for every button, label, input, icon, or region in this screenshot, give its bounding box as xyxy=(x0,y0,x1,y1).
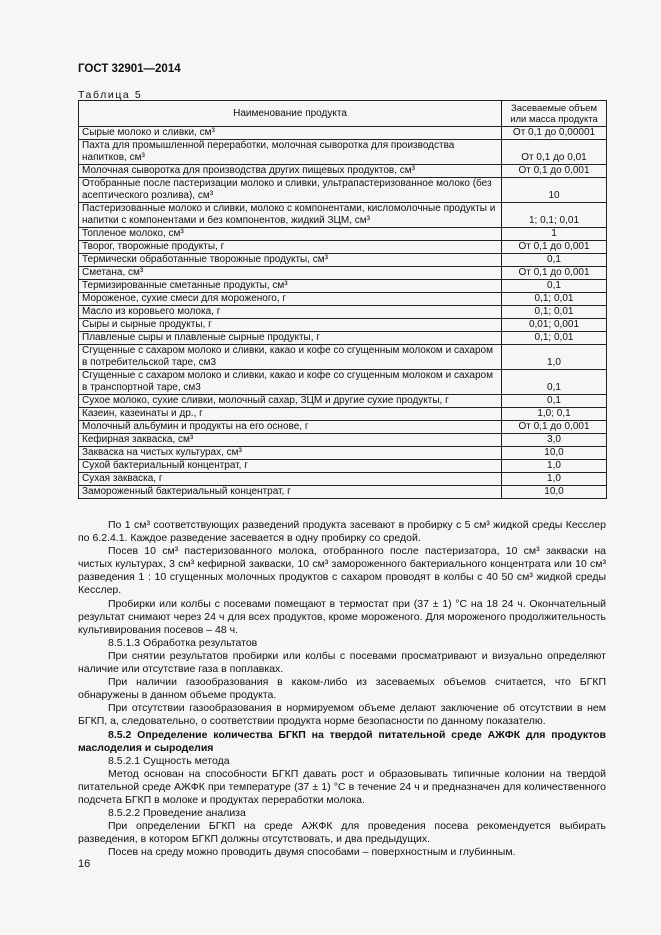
table-row xyxy=(79,267,607,280)
product-name-cell: Топленое молоко, см³ xyxy=(79,228,502,241)
product-volume-cell: От 0,1 до 0,001 xyxy=(502,165,607,178)
product-volume-cell: 0,1 xyxy=(502,395,607,408)
product-name-cell: Сырые молоко и сливки, см³ xyxy=(79,127,502,140)
product-volume-cell: 1,0 xyxy=(502,345,607,370)
product-name-cell: Сметана, см³ xyxy=(79,267,502,280)
column-header-volume: Засеваемые объем или масса продукта xyxy=(502,101,607,127)
table-row xyxy=(79,421,607,434)
product-volume-cell: 3,0 xyxy=(502,434,607,447)
paragraph: 8.5.1.3 Обработка результатов xyxy=(108,636,258,649)
paragraph: Посев на среду можно проводить двумя способами – поверхностным и глубинным. xyxy=(108,846,516,859)
product-volume-cell: От 0,1 до 0,01 xyxy=(502,140,607,165)
table-row xyxy=(79,306,607,319)
table-row xyxy=(79,447,607,460)
product-name-cell: Сгущенные с сахаром молоко и сливки, какао и кофе со сгущенным молоком и сахаром в потребительской таре, см3 xyxy=(79,345,502,370)
table-row xyxy=(79,228,607,241)
table-row xyxy=(79,241,607,254)
product-volume-cell: 10,0 xyxy=(502,486,607,499)
product-volume-cell: От 0,1 до 0,001 xyxy=(502,267,607,280)
table-row xyxy=(79,203,607,228)
product-name-cell: Сгущенные с сахаром молоко и сливки, какао и кофе со сгущенным молоком и сахаром в транспортной таре, см3 xyxy=(79,370,502,395)
paragraph: 8.5.2.1 Сущность метода xyxy=(108,754,230,767)
product-name-cell: Казеин, казеинаты и др., г xyxy=(79,408,502,421)
table-row xyxy=(79,345,607,370)
table-row xyxy=(79,165,607,178)
product-volume-cell: 0,1 xyxy=(502,370,607,395)
product-volume-cell: 0,1; 0,01 xyxy=(502,306,607,319)
product-name-cell: Плавленые сыры и плавленые сырные продукты, г xyxy=(79,332,502,345)
table-row xyxy=(79,434,607,447)
product-name-cell: Термизированные сметанные продукты, см³ xyxy=(79,280,502,293)
table-row xyxy=(79,332,607,345)
product-volume-cell: 1,0 xyxy=(502,460,607,473)
product-volume-cell: От 0,1 до 0,00001 xyxy=(502,127,607,140)
product-name-cell: Сухая закваска, г xyxy=(79,473,502,486)
product-volume-cell: 10,0 xyxy=(502,447,607,460)
table-row xyxy=(79,486,607,499)
product-volume-cell: 0,01; 0,001 xyxy=(502,319,607,332)
product-name-cell: Масло из коровьего молока, г xyxy=(79,306,502,319)
product-volume-cell: От 0,1 до 0,001 xyxy=(502,421,607,434)
product-name-cell: Сухое молоко, сухие сливки, молочный сахар, ЗЦМ и другие сухие продукты, г xyxy=(79,395,502,408)
product-name-cell: Молочный альбумин и продукты на его основе, г xyxy=(79,421,502,434)
product-volume-cell: 1; 0,1; 0,01 xyxy=(502,203,607,228)
product-volume-cell: 10 xyxy=(502,178,607,203)
table-row xyxy=(79,127,607,140)
table-row xyxy=(79,254,607,267)
table-row xyxy=(79,408,607,421)
body-text xyxy=(78,519,606,859)
product-name-cell: Закваска на чистых культурах, см³ xyxy=(79,447,502,460)
product-name-cell: Пастеризованные молоко и сливки, молоко с компонентами, кисломолочные продукты и напитки с компонентами и без компонентов, жидкий ЗЦМ, см³ xyxy=(79,203,502,228)
paragraph: По 1 см³ соответствующих разведений продукта засевают в пробирку с 5 см³ жидкой среды Кесслер по 6.2.4.1. Каждое разведение засевается в одну пробирку со средой. xyxy=(78,519,606,545)
paragraph: При наличии газообразования в каком-либо из засеваемых объемов считается, что БГКП обнаружены в данном объеме продукта. xyxy=(78,676,606,702)
product-name-cell: Мороженое, сухие смеси для мороженого, г xyxy=(79,293,502,306)
table-row xyxy=(79,473,607,486)
table-row xyxy=(79,370,607,395)
section-heading: 8.5.2 Определение количества БГКП на твердой питательной среде АЖФК для продуктов маслоделия и сыроделия xyxy=(78,728,606,754)
paragraph: Посев 10 см³ пастеризованного молока, отобранного после пастеризатора, 10 см³ закваски на чистых культурах, 3 см³ кефирной закваски, 10 см³ замороженного бактериального концентрата или 10 см³ разведения 1 : 10 сгущенных молочных продуктов с сахаром проводят в колбы с 40 50 см³ жидкой среды Кесслер. xyxy=(78,545,606,597)
table-row xyxy=(79,319,607,332)
paragraph: Метод основан на способности БГКП давать рост и образовывать типичные колонии на твердой питательной среде АЖФК при температуре (37 ± 1) °С в течение 24 ч и предназначен для количественного подсчета БГКП в молоке и продуктах переработки молока. xyxy=(78,767,606,806)
product-volume-cell: 0,1; 0,01 xyxy=(502,332,607,345)
paragraph: 8.5.2.2 Проведение анализа xyxy=(108,807,246,820)
product-name-cell: Термически обработанные творожные продукты, см³ xyxy=(79,254,502,267)
product-volume-cell: От 0,1 до 0,001 xyxy=(502,241,607,254)
product-name-cell: Молочная сыворотка для производства других пищевых продуктов, см³ xyxy=(79,165,502,178)
product-name-cell: Сухой бактериальный концентрат, г xyxy=(79,460,502,473)
table-row xyxy=(79,395,607,408)
table-row xyxy=(79,140,607,165)
paragraph: При снятии результатов пробирки или колбы с посевами просматривают и визуально определяют наличие или отсутствие газа в поплавках. xyxy=(78,649,606,676)
table-row xyxy=(79,293,607,306)
table-header-row xyxy=(79,101,607,127)
column-header-product: Наименование продукта xyxy=(79,101,502,127)
product-name-cell: Кефирная закваска, см³ xyxy=(79,434,502,447)
table-caption: Таблица 5 xyxy=(78,89,143,101)
product-name-cell: Сыры и сырные продукты, г xyxy=(79,319,502,332)
table-row xyxy=(79,178,607,203)
products-table xyxy=(78,100,607,499)
product-volume-cell: 0,1; 0,01 xyxy=(502,293,607,306)
product-volume-cell: 0,1 xyxy=(502,280,607,293)
product-volume-cell: 1,0; 0,1 xyxy=(502,408,607,421)
product-name-cell: Пахта для промышленной переработки, молочная сыворотка для производства напитков, см³ xyxy=(79,140,502,165)
product-volume-cell: 1 xyxy=(502,228,607,241)
product-name-cell: Отобранные после пастеризации молоко и сливки, ультрапастеризованное молоко (без асептического розлива), см³ xyxy=(79,178,502,203)
product-volume-cell: 0,1 xyxy=(502,254,607,267)
page-number: 16 xyxy=(78,858,91,870)
table-row xyxy=(79,460,607,473)
paragraph: При определении БГКП на среде АЖФК для проведения посева рекомендуется выбирать разведения, в котором БГКП должны отсутствовать, и два предыдущих. xyxy=(78,820,606,846)
doc-header: ГОСТ 32901—2014 xyxy=(78,63,181,75)
paragraph: При отсутствии газообразования в нормируемом объеме делают заключение об отсутствии в нем БГКП, а, следовательно, о соответствии продукта норме безопасности по данному показателю. xyxy=(78,702,606,728)
product-name-cell: Замороженный бактериальный концентрат, г xyxy=(79,486,502,499)
product-volume-cell: 1,0 xyxy=(502,473,607,486)
product-name-cell: Творог, творожные продукты, г xyxy=(79,241,502,254)
table-row xyxy=(79,280,607,293)
paragraph: Пробирки или колбы с посевами помещают в термостат при (37 ± 1) °С на 18 24 ч. Окончательный результат снимают через 24 ч для всех продуктов, кроме мороженого. Для мороженого продолжительность культивирования посевов – 48 ч. xyxy=(78,597,606,636)
